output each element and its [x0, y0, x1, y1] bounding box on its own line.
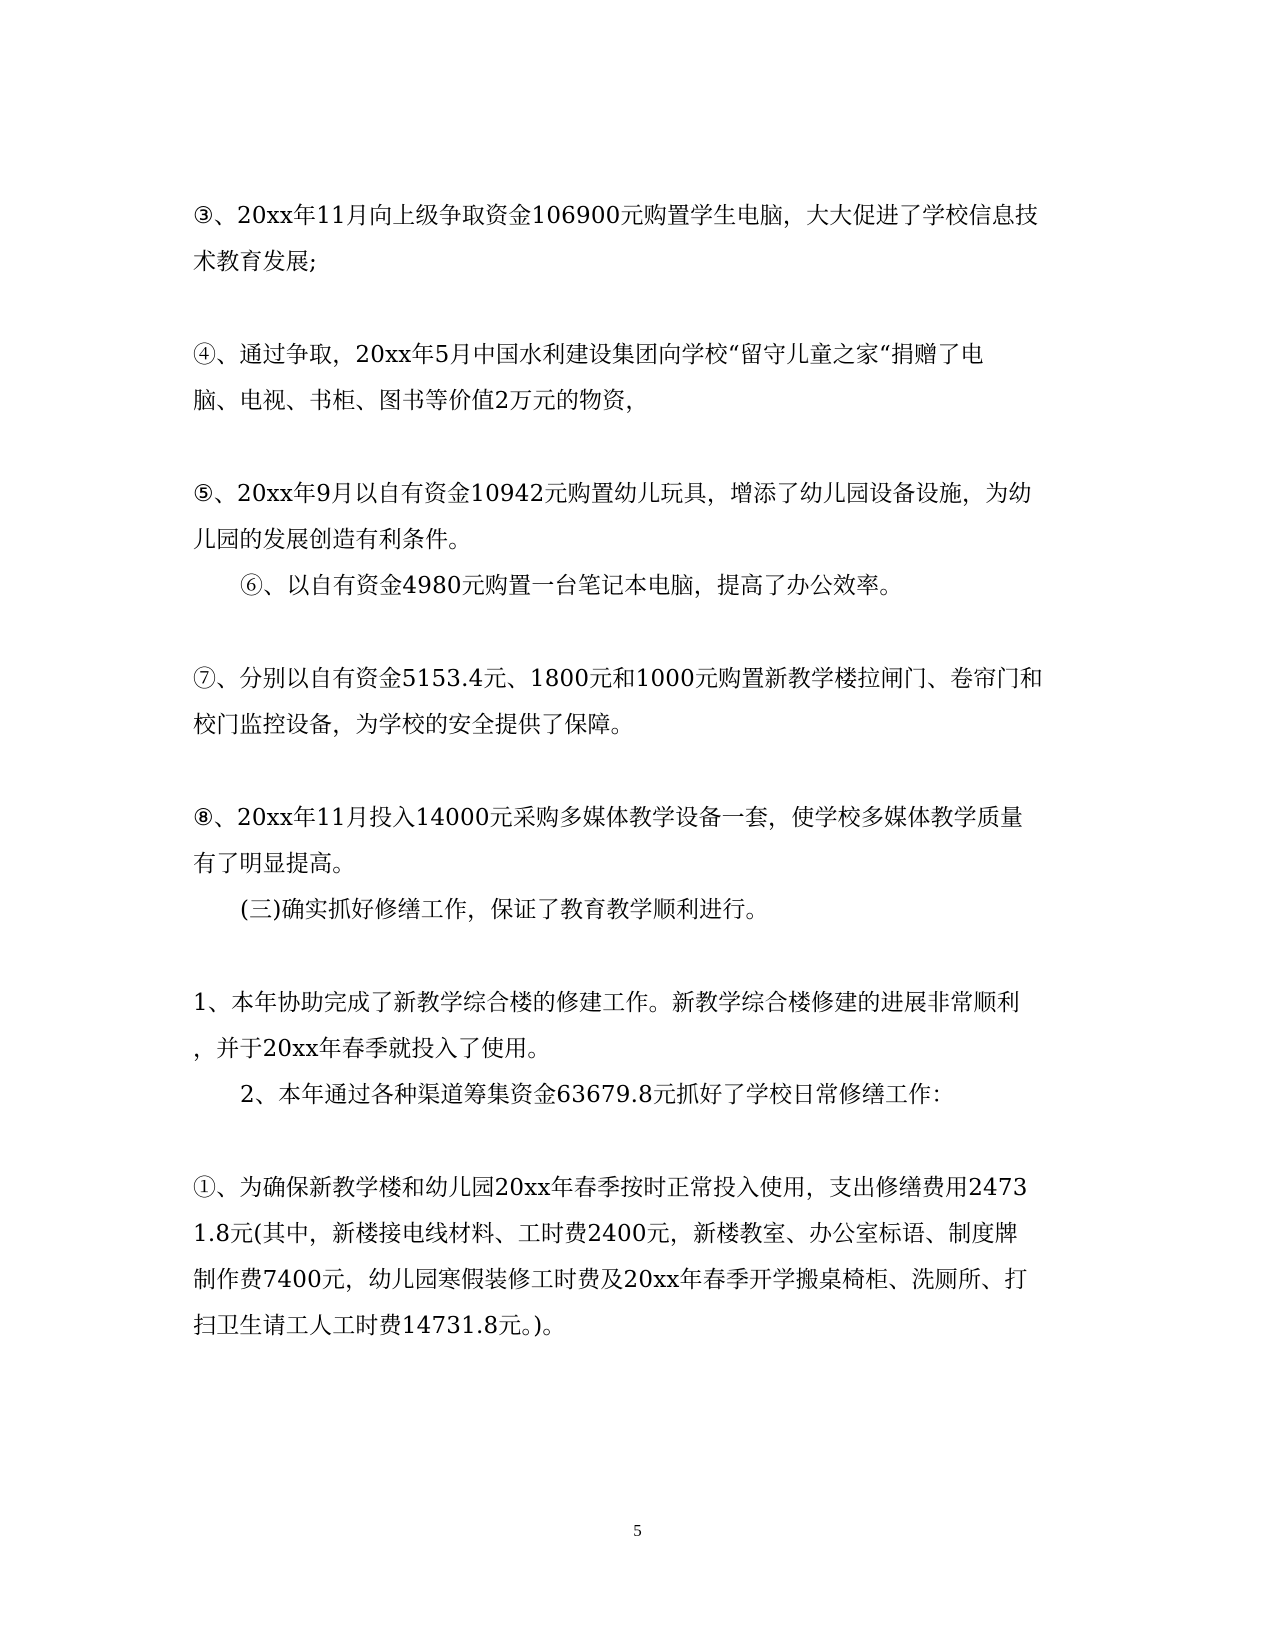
- text-line: 术教育发展;: [193, 249, 317, 275]
- text-line: ⑤、20xx年9月以自有资金10942元购置幼儿玩具，增添了幼儿园设备设施，为幼: [193, 481, 1032, 507]
- text-line: ，并于20xx年春季就投入了使用。: [193, 1036, 551, 1062]
- page-number: 5: [633, 1521, 642, 1540]
- section-heading: (三)确实抓好修缮工作，保证了教育教学顺利进行。: [240, 897, 769, 923]
- text-line: ③、20xx年11月向上级争取资金106900元购置学生电脑，大大促进了学校信息技: [193, 203, 1039, 229]
- text-line: ①、为确保新教学楼和幼儿园20xx年春季按时正常投入使用，支出修缮费用2473: [193, 1175, 1028, 1201]
- text-line: ⑦、分别以自有资金5153.4元、1800元和1000元购置新教学楼拉闸门、卷帘门和: [193, 666, 1043, 692]
- text-line: 1、本年协助完成了新教学综合楼的修建工作。新教学综合楼修建的进展非常顺利: [193, 990, 1020, 1016]
- text-line: ④、通过争取，20xx年5月中国水利建设集团向学校“留守儿童之家“捐赠了电: [193, 342, 984, 368]
- text-line: 扫卫生请工人工时费14731.8元。)。: [193, 1313, 566, 1339]
- text-line: 1.8元(其中，新楼接电线材料、工时费2400元，新楼教室、办公室标语、制度牌: [193, 1221, 1018, 1247]
- text-line: 校门监控设备，为学校的安全提供了保障。: [193, 712, 634, 738]
- text-line: ⑥、以自有资金4980元购置一台笔记本电脑，提高了办公效率。: [240, 573, 903, 599]
- text-line: ⑧、20xx年11月投入14000元采购多媒体教学设备一套，使学校多媒体教学质量: [193, 805, 1024, 831]
- text-line: 有了明显提高。: [193, 851, 356, 877]
- text-line: 儿园的发展创造有利条件。: [193, 527, 472, 553]
- text-line: 2、本年通过各种渠道筹集资金63679.8元抓好了学校日常修缮工作：: [240, 1082, 955, 1108]
- text-line: 制作费7400元，幼儿园寒假装修工时费及20xx年春季开学搬桌椅柜、洗厕所、打: [193, 1267, 1028, 1293]
- text-line: 脑、电视、书柜、图书等价值2万元的物资，: [193, 388, 649, 414]
